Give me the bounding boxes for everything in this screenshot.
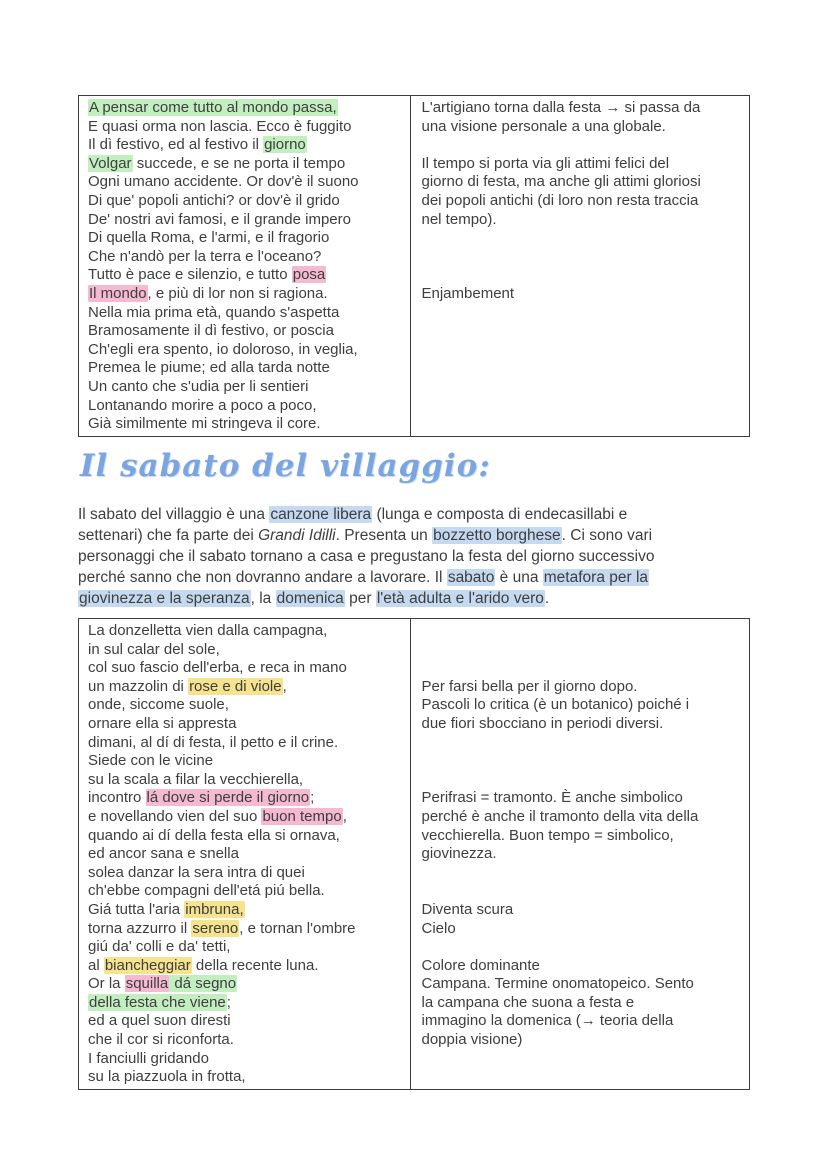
highlighted-text: rose e di viole [189,677,282,695]
note-line [422,789,746,808]
text-segment: incontro [88,789,146,807]
note-line [422,771,746,790]
text-segment: la campana che suona a festa e [421,993,635,1011]
text-segment: personaggi che il sabato tornano a casa e pregustano la festa del giorno successivo [78,547,655,565]
note-line [422,715,746,734]
text-segment: Campana. Termine onomatopeico. Sento [421,975,694,993]
text-segment: al [88,956,104,974]
text-segment: ornare ella si appresta [88,714,237,732]
poem-line [88,938,406,957]
poem-line [88,415,406,434]
text-segment: (lunga e composta di endecasillabi e [372,506,628,523]
poem-line [88,155,406,174]
note-line [422,734,746,753]
text-segment: solea danzar la sera intra di quei [88,863,305,881]
note-line [422,322,746,341]
note-line [422,415,746,434]
text-segment: , la [250,589,276,607]
highlighted-text: lá dove si perde il giorno [146,789,310,807]
text-segment: , [282,677,287,695]
notes-column [411,619,750,1089]
poem-line [88,173,406,192]
poem-line [88,1050,406,1069]
poem-line [88,678,406,697]
text-segment: ch'ebbe compagni dell'etá piú bella. [88,882,325,900]
text-segment: giorno di festa, ma anche gli attimi gloriosi [421,173,701,191]
text-segment: . Ci sono vari [561,526,653,544]
note-line [422,994,746,1013]
poem-line [88,845,406,864]
note-line [422,827,746,846]
poem-line [88,266,406,285]
text-segment: torna azzurro il [88,919,192,937]
text-segment: ed a quel suon diresti [88,1012,231,1030]
notes-column [411,96,750,436]
poem-line [88,920,406,939]
note-line [422,229,746,248]
note-line [422,938,746,957]
note-line [422,304,746,323]
poem-line [88,1012,406,1031]
note-line [422,864,746,883]
note-line [422,285,746,304]
poem-line [88,715,406,734]
highlighted-text: sabato [447,568,495,586]
text-segment: . Presenta un [335,526,433,544]
text-segment: Perifrasi = tramonto. È anche simbolico [421,789,683,807]
text-segment: E quasi orma non lascia. Ecco è fuggito [88,117,352,135]
note-line [422,192,746,211]
text-segment: dimani, al dí di festa, il petto e il crine. [88,733,339,751]
text-segment: La donzelletta vien dalla campagna, [88,622,328,639]
text-segment: Premea le piume; ed alla tarda notte [88,359,330,377]
text-segment: col suo fascio dell'erba, e reca in mano [88,659,347,677]
poem-line [88,696,406,715]
text-segment: De' nostri avi famosi, e il grande impero [88,210,351,228]
text-segment: Tutto è pace e silenzio, e tutto [88,266,292,284]
text-segment: Lontanando morire a poco a poco, [88,396,317,414]
highlighted-text: squilla [125,975,169,993]
text-segment: nel tempo). [421,210,497,228]
note-line [422,248,746,267]
text-segment: Di quella Roma, e l'armi, e il fragorio [88,229,330,247]
note-line [422,118,746,137]
text-segment: per [344,589,376,607]
text-segment: L'artigiano torna dalla festa → si passa da [421,99,701,116]
poem-analysis-table-1 [78,95,750,437]
poem-analysis-table-2 [78,618,750,1090]
text-segment: che il cor si riconforta. [88,1031,234,1049]
text-segment: Nella mia prima età, quando s'aspetta [88,303,340,321]
note-line [422,359,746,378]
paragraph-line [78,568,768,589]
note-line [422,155,746,174]
text-segment: della recente luna. [191,956,319,974]
poem-line [88,118,406,137]
poem-column [79,619,411,1089]
poem-line [88,659,406,678]
note-line [422,211,746,230]
highlighted-text: posa [292,266,326,284]
text-segment: ; [226,993,231,1011]
highlighted-text: l'età adulta e l'arido vero [376,589,544,607]
poem-line [88,359,406,378]
text-segment: Diventa scura [421,900,514,918]
text-segment: due fiori sbocciano in periodi diversi. [421,714,664,732]
paragraph-line [78,505,768,526]
highlighted-text: sereno [192,919,239,937]
poem-line [88,397,406,416]
text-segment: quando ai dí della festa ella si ornava, [88,826,340,844]
poem-line [88,771,406,790]
intro-paragraph [78,505,768,610]
highlighted-text: giovinezza e la speranza [79,589,250,607]
note-line [422,659,746,678]
text-segment: su la piazzuola in frotta, [88,1068,246,1086]
text-segment: . [544,589,550,607]
paragraph-line [78,589,768,610]
highlighted-text: biancheggiar [104,956,191,974]
text-segment: un mazzolin di [88,677,189,695]
note-line [422,1050,746,1069]
highlighted-text: metafora per la [543,568,649,586]
text-segment: doppia visione) [421,1031,523,1049]
note-line [422,845,746,864]
text-segment: succede, e se ne porta il tempo [132,154,346,172]
note-line [422,341,746,360]
highlighted-text: bozzetto borghese [433,526,561,544]
note-line [422,136,746,155]
note-line [422,808,746,827]
note-line [422,1012,746,1031]
highlighted-text: domenica [276,589,344,607]
text-segment: immagino la domenica (→ teoria della [421,1012,674,1030]
poem-line [88,378,406,397]
highlighted-text: della festa che viene [89,993,226,1011]
note-line [422,696,746,715]
poem-line [88,957,406,976]
text-segment: Or la [88,975,125,993]
note-line [422,378,746,397]
text-segment: su la scala a filar la vecchierella, [88,770,304,788]
poem-line [88,304,406,323]
text-segment: giú da' colli e da' tetti, [88,938,231,956]
poem-line [88,341,406,360]
note-line [422,901,746,920]
poem-line [88,1068,406,1087]
text-segment: Pascoli lo critica (è un botanico) poiché i [421,696,690,714]
poem-line [88,752,406,771]
note-line [422,622,746,641]
text-segment: è una [495,568,543,586]
poem-line [88,827,406,846]
note-line [422,882,746,901]
text-segment: Cielo [421,919,456,937]
text-segment: perché è anche il tramonto della vita della [421,807,699,825]
text-segment: giovinezza. [421,845,497,863]
highlighted-text: giorno [264,136,306,154]
poem-line [88,99,406,118]
text-segment: , e più di lor non si ragiona. [147,284,328,302]
note-line [422,397,746,416]
text-segment: ; [310,789,315,807]
text-segment: Per farsi bella per il giorno dopo. [421,677,638,695]
poem-line [88,641,406,660]
poem-line [88,789,406,808]
text-segment: Il dì festivo, ed al festivo il [88,136,264,154]
text-segment: Il sabato del villaggio è una [78,506,270,523]
poem-line [88,864,406,883]
note-line [422,1031,746,1050]
poem-line [88,248,406,267]
highlighted-text: A pensar come tutto al mondo passa, [89,99,337,116]
text-segment: I fanciulli gridando [88,1049,209,1067]
text-segment: vecchierella. Buon tempo = simbolico, [421,826,674,844]
poem-line [88,211,406,230]
text-segment: Che n'andò per la terra e l'oceano? [88,247,322,265]
highlighted-text: buon tempo [262,807,342,825]
highlighted-text: Volgar [89,154,132,172]
poem-line [88,1031,406,1050]
poem-line [88,882,406,901]
highlighted-text: imbruna, [185,900,244,918]
text-segment: Un canto che s'udia per li sentieri [88,377,309,395]
poem-line [88,901,406,920]
text-segment: Giá tutta l'aria [88,900,185,918]
paragraph-line [78,547,768,568]
text-segment: Di que' popoli antichi? or dov'è il grido [88,191,340,209]
text-segment: onde, siccome suole, [88,696,229,714]
highlighted-text: dá segno [170,975,237,993]
note-line [422,641,746,660]
text-segment: Siede con le vicine [88,752,214,770]
poem-line [88,285,406,304]
text-segment: Bramosamente il dì festivo, or poscia [88,322,334,340]
text-segment: perché sanno che non dovranno andare a lavorare. Il [78,568,447,586]
poem-line [88,975,406,994]
note-line [422,752,746,771]
highlighted-text: Il mondo [89,284,147,302]
highlighted-text: canzone libera [270,506,372,523]
note-line [422,173,746,192]
poem-line [88,229,406,248]
text-segment: dei popoli antichi (di loro non resta traccia [421,191,699,209]
text-segment: Grandi Idilli [258,526,336,544]
poem-line [88,734,406,753]
paragraph-line [78,526,768,547]
note-line [422,920,746,939]
text-segment: una visione personale a una globale. [421,117,666,135]
text-segment: in sul calar del sole, [88,640,220,658]
note-line [422,266,746,285]
text-segment: , [342,807,347,825]
text-segment: ed ancor sana e snella [88,845,239,863]
poem-column [79,96,411,436]
text-segment: Il tempo si porta via gli attimi felici del [421,154,670,172]
poem-line [88,994,406,1013]
text-segment: Già similmente mi stringeva il core. [88,415,321,433]
poem-line [88,322,406,341]
note-line [422,678,746,697]
poem-line [88,136,406,155]
text-segment: e novellando vien del suo [88,807,262,825]
poem-line [88,808,406,827]
section-heading: Il sabato del villaggio: [80,448,491,484]
text-segment: Enjambement [421,284,515,302]
poem-line [88,622,406,641]
text-segment: Ogni umano accidente. Or dov'è il suono [88,173,359,191]
note-line [422,99,746,118]
poem-line [88,192,406,211]
note-line [422,1068,746,1087]
text-segment: Colore dominante [421,956,540,974]
note-line [422,975,746,994]
text-segment: settenari) che fa parte dei [78,526,259,544]
text-segment: , e tornan l'ombre [239,919,356,937]
note-line [422,957,746,976]
text-segment: Ch'egli era spento, io doloroso, in veglia, [88,340,358,358]
